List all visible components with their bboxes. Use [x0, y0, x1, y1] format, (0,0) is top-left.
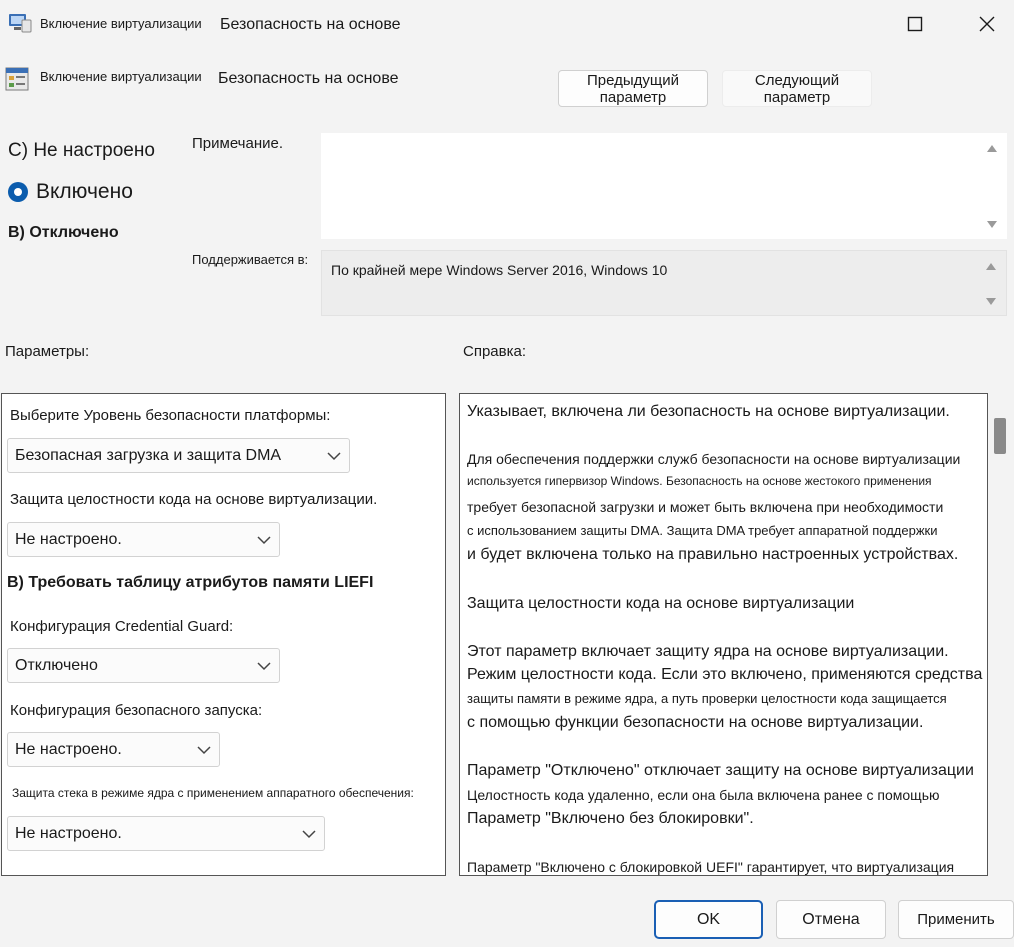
options-section-label: Параметры:	[5, 343, 90, 360]
radio-enabled-label: Включено	[36, 180, 133, 203]
setting-title: Безопасность на основе	[218, 70, 399, 87]
help-line: Параметр "Включено без блокировки".	[467, 810, 754, 827]
maximize-button[interactable]	[892, 8, 938, 40]
scroll-down-icon[interactable]	[986, 298, 996, 305]
window-title: Безопасность на основе	[220, 16, 401, 33]
setting-app-name: Включение виртуализации	[40, 69, 202, 84]
cancel-button[interactable]: Отмена	[776, 900, 886, 939]
uefi-table-checkbox[interactable]: B) Требовать таблицу атрибутов памяти LIEFI	[7, 574, 374, 591]
title-bar	[0, 0, 1014, 48]
maximize-icon	[907, 16, 923, 32]
credential-guard-label: Конфигурация Credential Guard:	[10, 618, 234, 635]
policy-setting-icon	[5, 66, 29, 92]
options-panel	[1, 393, 446, 876]
platform-level-label: Выберите Уровень безопасности платформы:	[10, 407, 331, 424]
scroll-down-icon[interactable]	[987, 221, 997, 228]
secure-launch-label: Конфигурация безопасного запуска:	[10, 702, 263, 719]
help-section-label: Справка:	[463, 343, 527, 360]
secure-launch-value: Не настроено.	[15, 740, 122, 758]
ok-button[interactable]: OK	[654, 900, 763, 939]
radio-not-configured[interactable]: C) Не настроено	[8, 140, 155, 161]
radio-enabled[interactable]	[8, 180, 133, 204]
secure-launch-dropdown[interactable]	[7, 732, 220, 767]
close-button[interactable]	[964, 8, 1010, 40]
credential-guard-dropdown[interactable]	[7, 648, 280, 683]
help-line: Для обеспечения поддержки служб безопасности на основе виртуализации	[467, 451, 961, 467]
stack-protection-value: Не настроено.	[15, 824, 122, 842]
code-integrity-value: Не настроено.	[15, 530, 122, 548]
scroll-up-icon[interactable]	[987, 145, 997, 152]
chevron-down-icon	[257, 533, 271, 547]
help-line: Параметр "Отключено" отключает защиту на основе виртуализации	[467, 762, 974, 779]
help-line: требует безопасной загрузки и может быть включена при необходимости	[467, 499, 944, 515]
chevron-down-icon	[327, 449, 341, 463]
next-setting-button[interactable]: Следующий параметр	[722, 70, 872, 107]
radio-selected-icon	[8, 182, 28, 202]
chevron-down-icon	[302, 827, 316, 841]
window-app-name: Включение виртуализации	[40, 16, 202, 31]
help-scrollbar-thumb[interactable]	[994, 418, 1006, 454]
comment-label: Примечание.	[192, 135, 283, 152]
stack-protection-dropdown[interactable]	[7, 816, 325, 851]
help-line: с использованием защиты DMA. Защита DMA требует аппаратной поддержки	[467, 523, 938, 538]
policy-app-icon	[8, 12, 32, 34]
help-line: Защита целостности кода на основе виртуализации	[467, 595, 855, 612]
previous-setting-button[interactable]: Предыдущий параметр	[558, 70, 708, 107]
stack-protection-label: Защита стека в режиме ядра с применением аппаратного обеспечения:	[12, 786, 414, 800]
comment-textarea[interactable]	[321, 133, 1007, 239]
help-line: Указывает, включена ли безопасность на основе виртуализации.	[467, 403, 950, 420]
close-icon	[979, 16, 995, 32]
supported-on-label: Поддерживается в:	[192, 252, 309, 267]
apply-button[interactable]: Применить	[898, 900, 1014, 939]
help-line: Этот параметр включает защиту ядра на основе виртуализации.	[467, 643, 949, 660]
code-integrity-dropdown[interactable]	[7, 522, 280, 557]
help-line: Параметр "Включено с блокировкой UEFI" гарантирует, что виртуализация	[467, 859, 955, 875]
scroll-up-icon[interactable]	[986, 263, 996, 270]
help-line: защиты памяти в режиме ядра, а путь проверки целостности кода защищается	[467, 691, 947, 706]
supported-on-box	[321, 250, 1007, 316]
code-integrity-label: Защита целостности кода на основе виртуализации.	[10, 491, 378, 508]
help-line: используется гипервизор Windows. Безопасность на основе жестокого применения	[467, 474, 932, 488]
supported-on-value: По крайней мере Windows Server 2016, Windows 10	[331, 262, 668, 278]
help-line: и будет включена только на правильно настроенных устройствах.	[467, 546, 959, 563]
radio-disabled[interactable]: B) Отключено	[8, 224, 119, 241]
credential-guard-value: Отключено	[15, 656, 98, 674]
chevron-down-icon	[257, 659, 271, 673]
help-line: Целостность кода удаленно, если она была включена ранее с помощью	[467, 787, 940, 803]
chevron-down-icon	[197, 743, 211, 757]
help-panel	[459, 393, 988, 876]
help-line: с помощью функции безопасности на основе виртуализации.	[467, 714, 924, 731]
platform-level-dropdown[interactable]	[7, 438, 350, 473]
platform-level-value: Безопасная загрузка и защита DMA	[15, 446, 282, 464]
help-line: Режим целостности кода. Если это включено, применяются средства	[467, 666, 983, 683]
